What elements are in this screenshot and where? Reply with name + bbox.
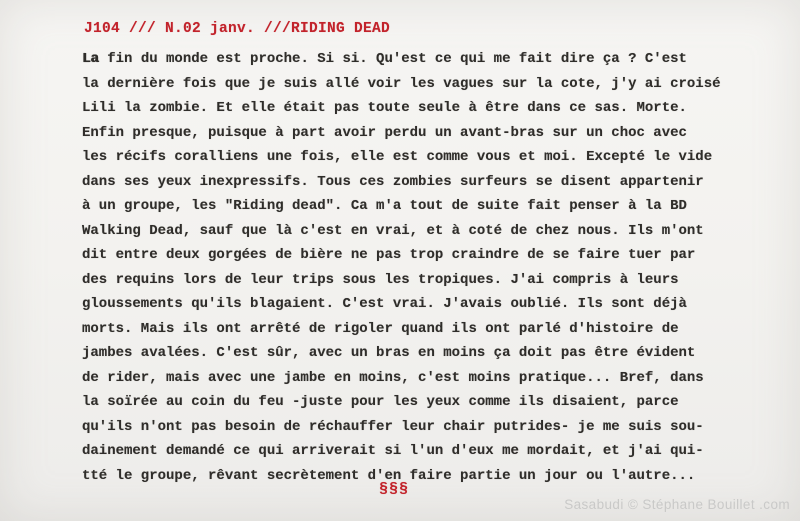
body-line: à un groupe, les "Riding dead". Ca m'a tout de suite fait penser à la BD (82, 198, 687, 214)
credit-watermark: Sasabudi © Stéphane Bouillet .com (564, 497, 790, 512)
body-line: dit entre deux gorgées de bière ne pas trop craindre de se faire tuer par (82, 247, 696, 263)
journal-entry-header: J104 /// N.02 janv. ///RIDING DEAD (84, 21, 391, 37)
body-line: Walking Dead, sauf que là c'est en vrai, et à coté de chez nous. Ils m'ont (82, 222, 704, 239)
body-line: gloussements qu'ils blagaient. C'est vrai. J'avais oublié. Ils sont déjà (82, 296, 687, 312)
body-line: la soïrée au coin du feu -juste pour les yeux comme ils disaient, parce (82, 394, 679, 410)
body-line: morts. Mais ils ont arrêté de rigoler quand ils ont parlé d'histoire de (82, 320, 679, 337)
body-line: Enfin presque, puisque à part avoir perdu un avant-bras sur un choc avec (82, 124, 687, 141)
body-line: les récifs coralliens une fois, elle est comme vous et moi. Excepté le vide (82, 149, 713, 165)
body-line: La fin du monde est proche. Si si. Qu'est ce qui me fait dire ça ? C'est (82, 51, 687, 67)
overstruck-lead-word: La (82, 51, 99, 67)
body-line: Lili la zombie. Et elle était pas toute seule à être dans ce sas. Morte. (82, 100, 687, 116)
body-line: dans ses yeux inexpressifs. Tous ces zombies surfeurs se disent appartenir (82, 173, 704, 190)
body-line: de rider, mais avec une jambe en moins, c'est moins pratique... Bref, dans (82, 369, 704, 386)
body-line: des requins lors de leur trips sous les tropiques. J'ai compris à leurs (82, 271, 679, 288)
body-text (82, 47, 721, 488)
section-end-mark: §§§ (378, 481, 409, 498)
body-line: jambes avalées. C'est sûr, avec un bras en moins ça doit pas être évident (82, 345, 696, 361)
body-line: dainement demandé ce qui arriverait si l'un d'eux me mordait, et j'ai qui- (82, 443, 704, 459)
body-line: tté le groupe, rêvant secrètement d'en faire partie un jour ou l'autre... (82, 467, 696, 484)
body-line: la dernière fois que je suis allé voir les vagues sur la cote, j'y ai croisé (82, 75, 721, 92)
body-line: qu'ils n'ont pas besoin de réchauffer leur chair putrides- je me suis sou- (82, 418, 704, 435)
